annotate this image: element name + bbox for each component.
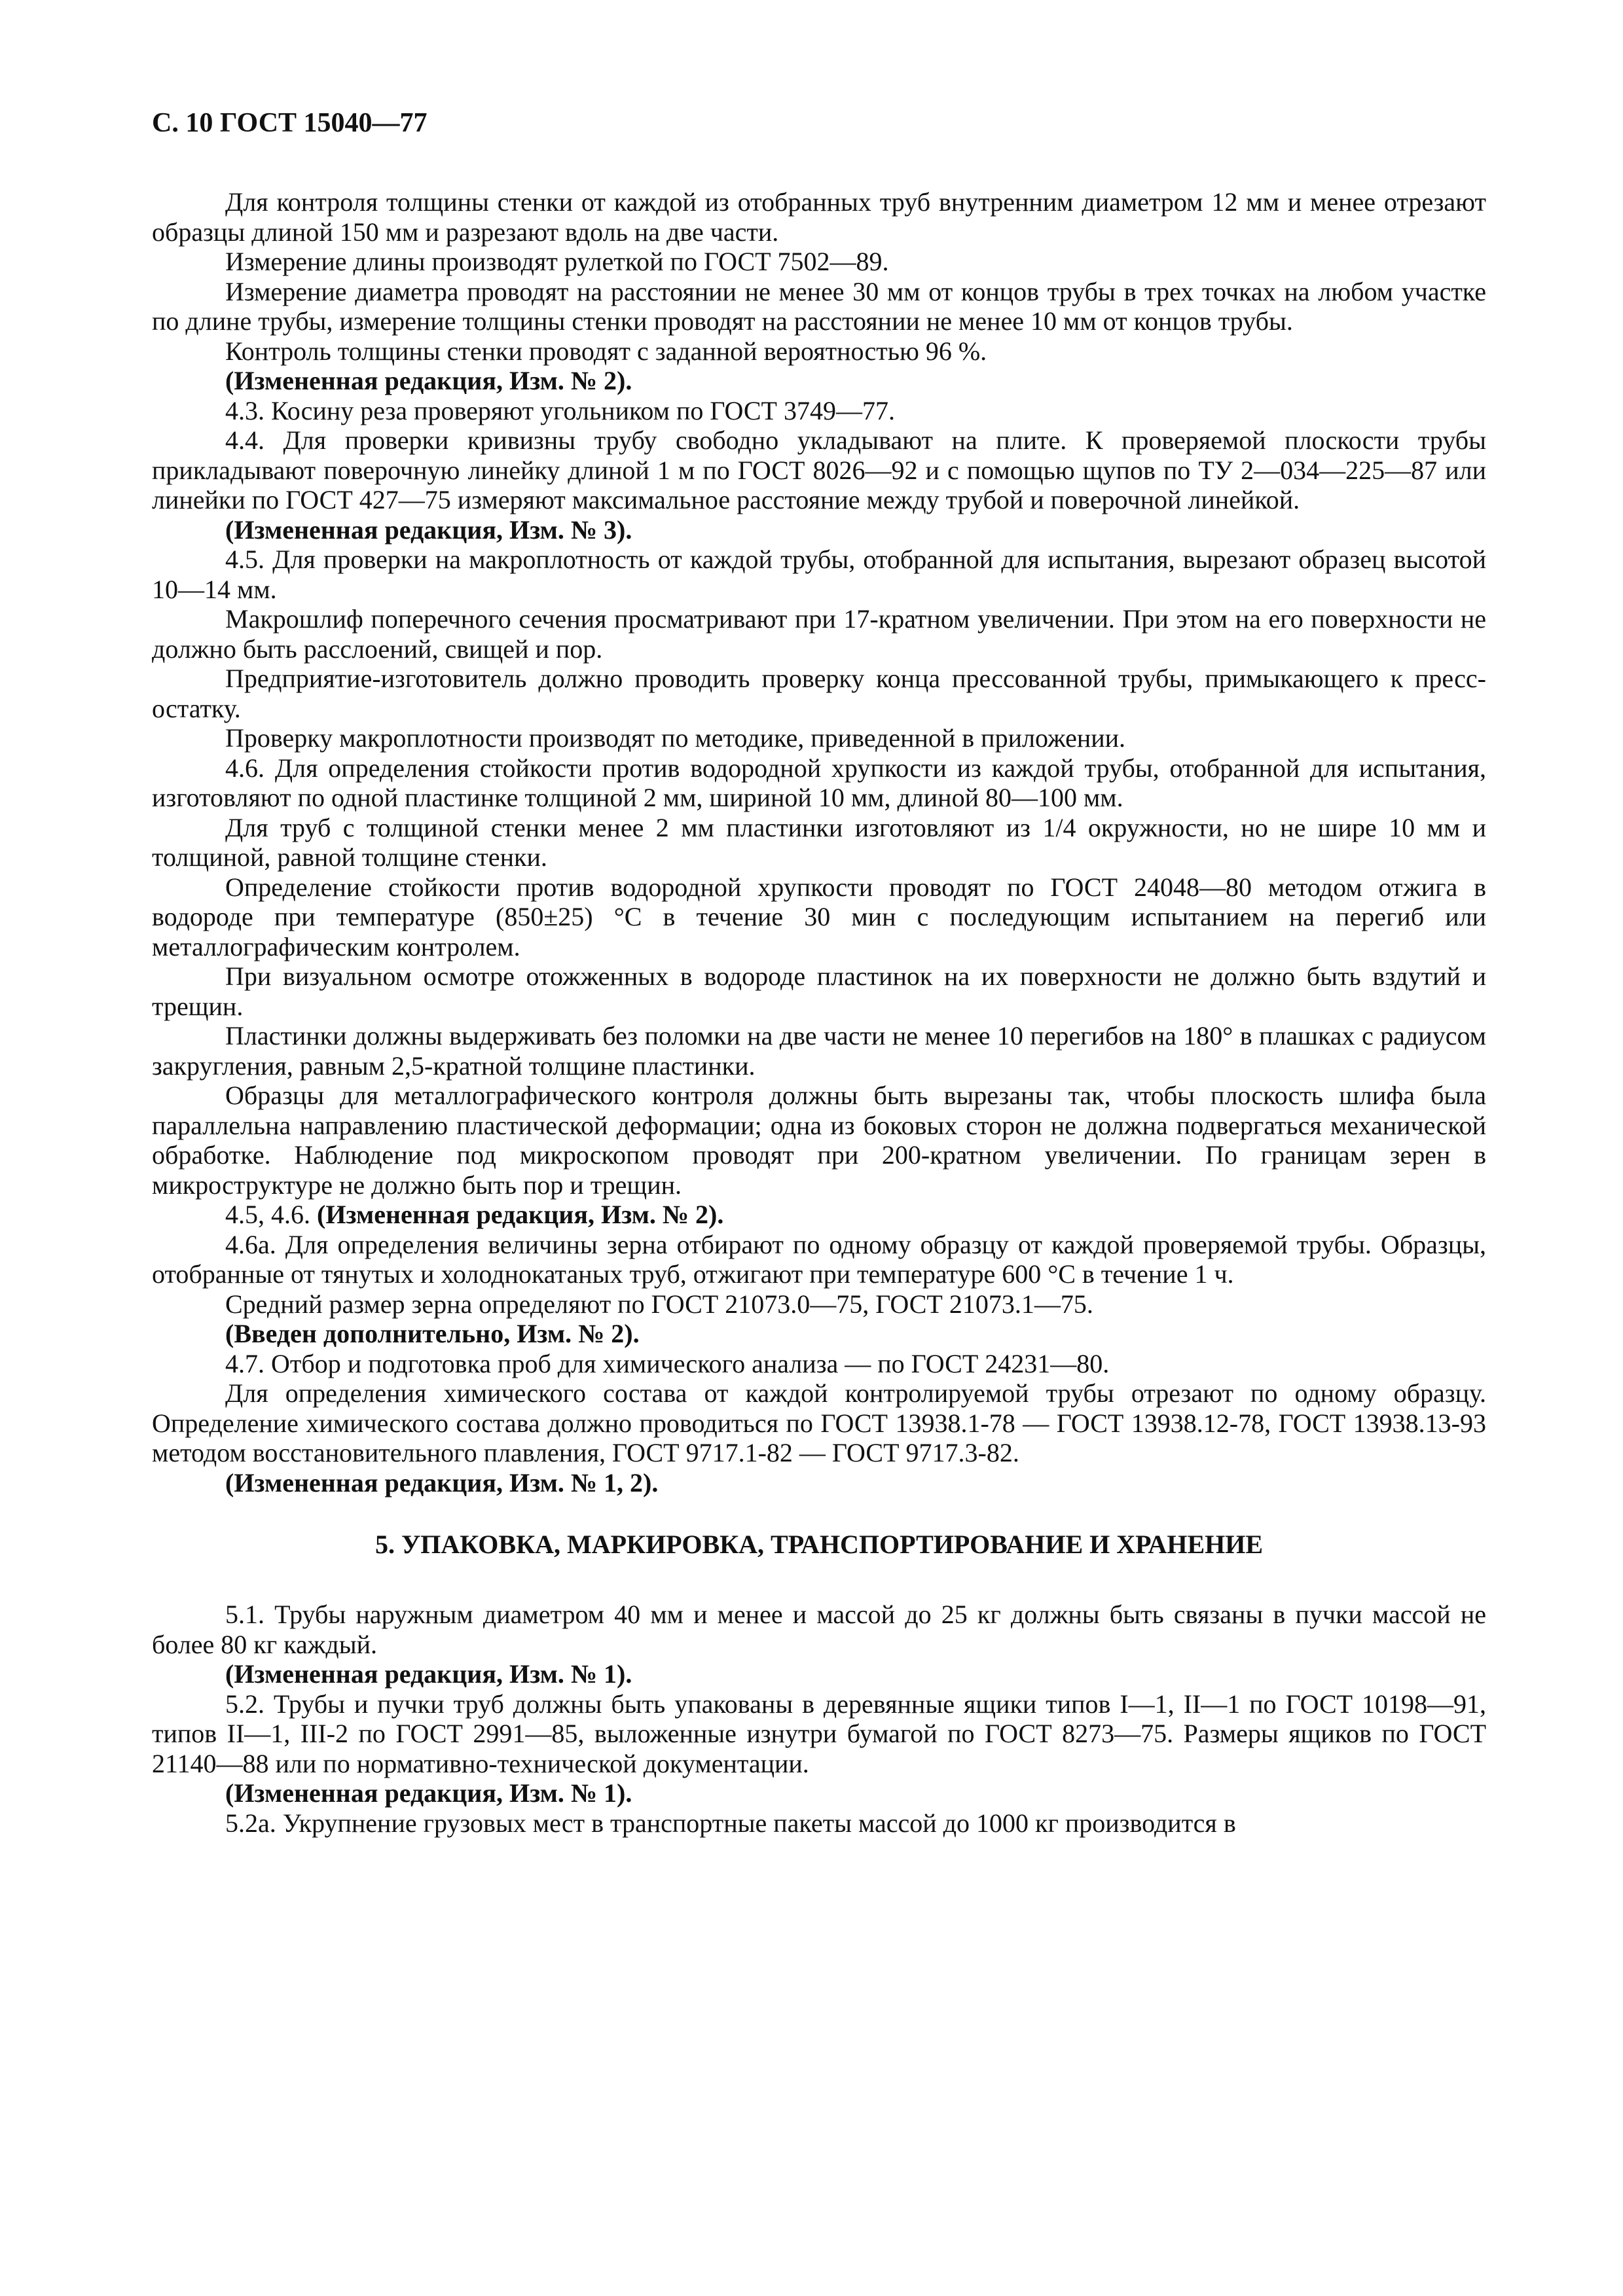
paragraph: Образцы для металлографического контроля должны быть вырезаны так, чтобы плоскость шлифа была параллельна направлению пластической деформации; одна из боковых сторон не должна подвергаться механической обработке. Наблюдение под микроскопом проводят при 200-кратном увеличении. По границам зерен в микроструктуре не должно быть пор и трещин. <box>152 1081 1486 1200</box>
amendment-note: (Введен дополнительно, Изм. № 2). <box>225 1319 640 1348</box>
amendment-note: (Измененная редакция, Изм. № 2). <box>317 1200 724 1229</box>
paragraph: 4.6. Для определения стойкости против водородной хрупкости из каждой трубы, отобранной для испытания, изготовляют по одной пластинке толщиной 2 мм, шириной 10 мм, длиной 80—100 мм. <box>152 753 1486 812</box>
paragraph: Макрошлиф поперечного сечения просматривают при 17-кратном увеличении. При этом на его поверхности не должно быть расслоений, свищей и пор. <box>152 604 1486 664</box>
amendment-note: (Измененная редакция, Изм. № 3). <box>225 514 632 545</box>
paragraph: Определение стойкости против водородной хрупкости проводят по ГОСТ 24048—80 методом отжига в водороде при температуре (850±25) °С в течение 30 мин с последующим испытанием на перегиб или металлографическим контролем. <box>152 872 1486 961</box>
amendment-note: (Измененная редакция, Изм. № 2). <box>225 366 632 395</box>
paragraph: Предприятие-изготовитель должно проводить проверку конца прессованной трубы, примыкающего к пресс-остатку. <box>152 664 1486 723</box>
paragraph: Для труб с толщиной стенки менее 2 мм пластинки изготовляют из 1/4 окружности, но не шире 10 мм и толщиной, равной толщине стенки. <box>152 812 1486 872</box>
paragraph: При визуальном осмотре отожженных в водороде пластинок на их поверхности не должно быть вздутий и трещин. <box>152 961 1486 1021</box>
paragraph: 4.5. Для проверки на макроплотность от каждой трубы, отобранной для испытания, вырезают образец высотой 10—14 мм. <box>152 545 1486 604</box>
paragraph: Измерение длины производят рулеткой по ГОСТ 7502—89. <box>225 247 889 276</box>
paragraph-lead: 4.5, 4.6. <box>225 1200 317 1229</box>
amendment-note: (Измененная редакция, Изм. № 1, 2). <box>225 1467 659 1498</box>
paragraph: 5.1. Трубы наружным диаметром 40 мм и менее и массой до 25 кг должны быть связаны в пучки массой не более 80 кг каждый. <box>152 1600 1486 1659</box>
paragraph-with-amendment <box>152 1200 1486 1230</box>
paragraph: 4.3. Косину реза проверяют угольником по ГОСТ 3749—77. <box>225 395 895 425</box>
paragraph: Измерение диаметра проводят на расстоянии не менее 30 мм от концов трубы в трех точках на любом участке по длине трубы, измерение толщины стенки проводят на расстоянии не менее 10 мм от концов трубы. <box>152 276 1486 336</box>
paragraph: Пластинки должны выдерживать без поломки на две части не менее 10 перегибов на 180° в плашках с радиусом закругления, равным 2,5-кратной толщине пластинки. <box>152 1021 1486 1081</box>
paragraph: Контроль толщины стенки проводят с заданной вероятностью 96 %. <box>225 336 987 366</box>
paragraph: Проверку макроплотности производят по методике, приведенной в приложении. <box>225 723 1126 753</box>
amendment-note: (Измененная редакция, Изм. № 1). <box>225 1778 632 1808</box>
page-header: С. 10 ГОСТ 15040—77 <box>152 108 428 138</box>
paragraph: Средний размер зерна определяют по ГОСТ 21073.0—75, ГОСТ 21073.1—75. <box>225 1289 1093 1319</box>
paragraph: Для контроля толщины стенки от каждой из отобранных труб внутренним диаметром 12 мм и менее отрезают образцы длиной 150 мм и разрезают вдоль на две части. <box>152 187 1486 247</box>
document-page <box>152 105 1486 1838</box>
paragraph: 4.6а. Для определения величины зерна отбирают по одному образцу от каждой проверяемой трубы. Образцы, отобранные от тянутых и холоднокатаных труб, отжигают при температуре 600 °С в течение 1 ч. <box>152 1229 1486 1289</box>
paragraph: 5.2а. Укрупнение грузовых мест в транспортные пакеты массой до 1000 кг производится в <box>225 1808 1236 1838</box>
section-title: 5. УПАКОВКА, МАРКИРОВКА, ТРАНСПОРТИРОВАНИЕ И ХРАНЕНИЕ <box>374 1530 1264 1559</box>
paragraph: 4.4. Для проверки кривизны трубу свободно укладывают на плите. К проверяемой плоскости трубы прикладывают поверочную линейку длиной 1 м по ГОСТ 8026—92 и с помощью щупов по ТУ 2—034—225—87 или линейки по ГОСТ 427—75 измеряют максимальное расстояние между трубой и поверочной линейкой. <box>152 425 1486 514</box>
paragraph: Для определения химического состава от каждой контролируемой трубы отрезают по одному образцу. Определение химического состава должно проводиться по ГОСТ 13938.1-78 — ГОСТ 13938.12-78, ГОСТ 13938.13-93 методом восстановительного плавления, ГОСТ 9717.1-82 — ГОСТ 9717.3-82. <box>152 1378 1486 1467</box>
paragraph: 4.7. Отбор и подготовка проб для химического анализа — по ГОСТ 24231—80. <box>225 1348 1110 1378</box>
amendment-note: (Измененная редакция, Изм. № 1). <box>225 1659 632 1689</box>
section-4-continuation <box>152 187 1486 1498</box>
paragraph: 5.2. Трубы и пучки труб должны быть упакованы в деревянные ящики типов I—1, II—1 по ГОСТ 10198—91, типов II—1, III-2 по ГОСТ 2991—85, выложенные изнутри бумагой по ГОСТ 8273—75. Размеры ящиков по ГОСТ 21140—88 или по нормативно-технической документации. <box>152 1689 1486 1778</box>
section-5 <box>152 1600 1486 1838</box>
